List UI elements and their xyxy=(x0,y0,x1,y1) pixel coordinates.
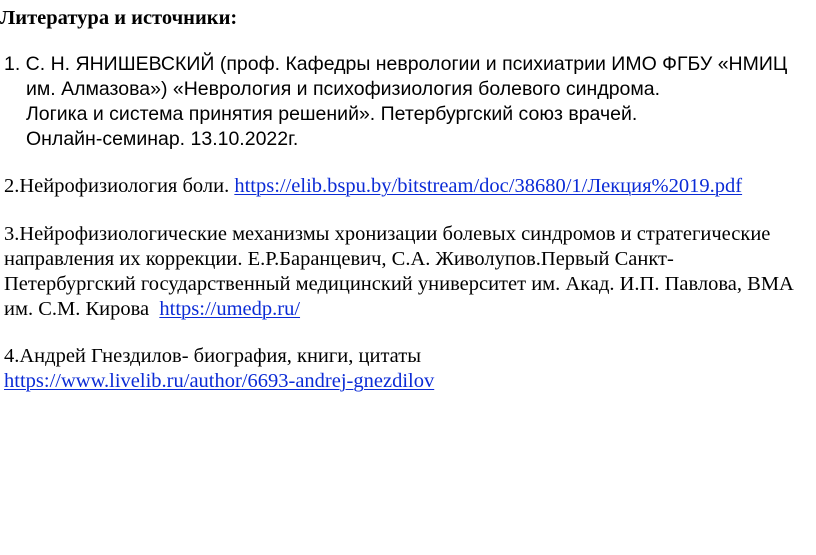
ref2-link[interactable]: https://elib.bspu.by/bitstream/doc/38680/1/Лекция%2019.pdf xyxy=(234,175,743,197)
ref1-line4: Онлайн-семинар. 13.10.2022г. xyxy=(26,128,299,150)
ref1-line3: Логика и система принятия решений». Петербургский союз врачей. xyxy=(26,103,638,125)
ref3-line4 xyxy=(4,297,300,321)
ref2-text: 2.Нейрофизиология боли. xyxy=(4,175,235,197)
ref3-link[interactable]: https://umedp.ru/ xyxy=(159,298,301,320)
ref3-line2: направления их коррекции. Е.Р.Баранцевич, С.А. Живолупов.Первый Санкт- xyxy=(4,248,674,270)
ref2-line xyxy=(4,174,742,198)
references-heading: Литература и источники: xyxy=(0,7,238,29)
ref3-line3: Петербургский государственный медицинский университет им. Акад. И.П. Павлова, ВМА xyxy=(4,273,794,295)
ref3-text: им. С.М. Кирова xyxy=(4,298,160,320)
ref4-line2 xyxy=(4,369,434,393)
ref3-line1: 3.Нейрофизиологические механизмы хронизации болевых синдромов и стратегические xyxy=(4,223,771,245)
ref4-link[interactable]: https://www.livelib.ru/author/6693-andrej-gnezdilov xyxy=(4,370,435,392)
ref1-line2: им. Алмазова») «Неврология и психофизиология болевого синдрома. xyxy=(26,78,661,100)
ref4-line1: 4.Андрей Гнездилов- биография, книги, цитаты xyxy=(4,345,421,367)
ref1-line1: 1. С. Н. ЯНИШЕВСКИЙ (проф. Кафедры неврологии и психиатрии ИМО ФГБУ «НМИЦ xyxy=(4,53,788,75)
